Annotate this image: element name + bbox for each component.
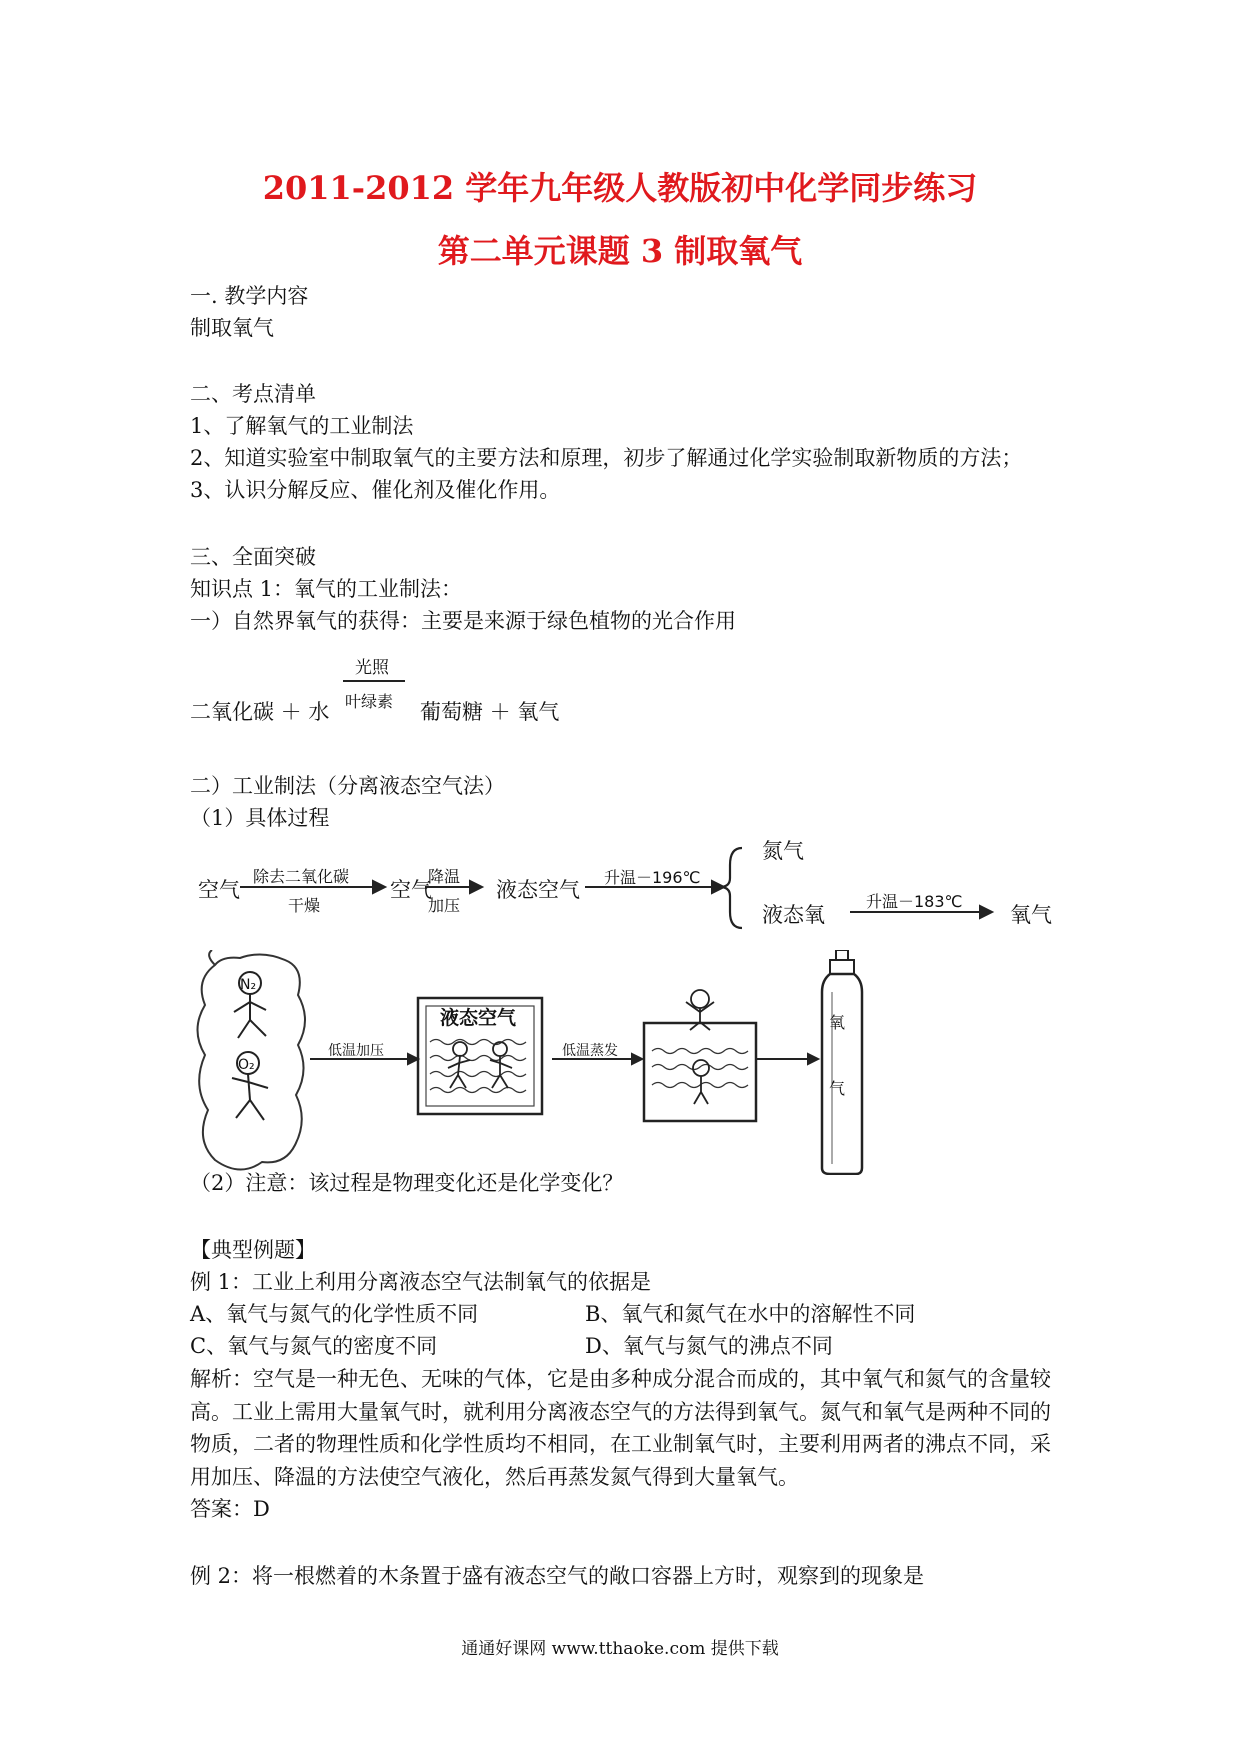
cartoon-n2-label: N₂ <box>240 977 257 993</box>
flow-step4: 升温－183℃ <box>866 892 963 911</box>
flow-liquid-air: 液态空气 <box>496 878 580 902</box>
example1-option-d: D、氧气与氮气的沸点不同 <box>585 1334 833 1358</box>
natural-oxygen-line: 一）自然界氧气的获得：主要是来源于绿色植物的光合作用 <box>190 609 736 633</box>
flow-step1-bottom: 干燥 <box>288 896 321 915</box>
section2-heading: 二、考点清单 <box>190 382 316 406</box>
example1-option-a: A、氧气与氮气的化学性质不同 <box>190 1302 479 1326</box>
equation-reactants: 二氧化碳 ＋ 水 <box>190 700 330 724</box>
example2-question: 例 2：将一根燃着的木条置于盛有液态空气的敞口容器上方时，观察到的现象是 <box>190 1564 925 1588</box>
section1-heading: 一. 教学内容 <box>190 284 309 308</box>
flow-step2-bottom: 加压 <box>428 896 461 915</box>
example1-answer: 答案：D <box>190 1497 270 1521</box>
flow-air: 空气 <box>198 878 240 902</box>
example1-option-c: C、氧气与氮气的密度不同 <box>190 1334 438 1358</box>
evaporation-tank <box>644 990 756 1121</box>
equation-condition-light: 光照 <box>355 658 389 678</box>
section2-item: 1、了解氧气的工业制法 <box>190 414 414 438</box>
section2-item: 3、认识分解反应、催化剂及催化作用。 <box>190 478 561 502</box>
example1-analysis: 解析：空气是一种无色、无味的气体，它是由多种成分混合而成的，其中氧气和氮气的含量较高。工业上需用大量氧气时，就利用分离液态空气的方法得到氧气。氮气和氧气是两种不同的物质，二者的物理性质和化学性质均不相同，在工业制氧气时，主要利用两者的沸点不同，采用加压、降温的方法使空气液化，然后再蒸发氮气得到大量氧气。 <box>190 1367 1051 1489</box>
flow-brace <box>720 848 742 928</box>
example1-question: 例 1：工业上利用分离液态空气法制氧气的依据是 <box>190 1270 652 1294</box>
flow-step3: 升温－196℃ <box>604 868 701 887</box>
flow-step2-top: 降温 <box>428 867 461 886</box>
document-title: 2011-2012 学年九年级人教版初中化学同步练习 <box>262 169 978 207</box>
flow-oxygen: 氧气 <box>1010 903 1052 927</box>
cartoon-o2-label: O₂ <box>238 1057 255 1073</box>
cylinder-label-1: 氧 <box>829 1013 846 1032</box>
example1-option-b: B、氧气和氮气在水中的溶解性不同 <box>585 1302 916 1326</box>
cylinder-label-2: 气 <box>829 1079 846 1098</box>
equation-products: 葡萄糖 ＋ 氧气 <box>420 700 560 724</box>
flow-step1-top: 除去二氧化碳 <box>253 867 350 886</box>
section1-content: 制取氧气 <box>190 316 274 340</box>
document-subtitle: 第二单元课题 3 制取氧气 <box>437 232 803 270</box>
industrial-method-line: 二）工业制法（分离液态空气法） <box>190 774 505 798</box>
equation-condition-chlorophyll: 叶绿素 <box>345 692 394 711</box>
examples-heading: 【典型例题】 <box>190 1238 316 1262</box>
oxygen-cylinder <box>822 950 862 1174</box>
cartoon-arrow1-label: 低温加压 <box>328 1043 384 1059</box>
equation-bar <box>343 680 405 682</box>
section3-heading: 三、全面突破 <box>190 545 316 569</box>
flow-air-2: 空气 <box>390 878 432 902</box>
cartoon-arrow2-label: 低温蒸发 <box>562 1043 618 1059</box>
flow-nitrogen: 氮气 <box>762 839 804 863</box>
cartoon-drawing <box>0 950 1240 1175</box>
page-footer: 通通好课网 www.tthaoke.com 提供下载 <box>461 1639 779 1659</box>
flow-liquid-oxygen: 液态氧 <box>762 903 825 927</box>
process-heading: （1）具体过程 <box>190 806 330 830</box>
knowledge-point-1: 知识点 1：氧气的工业制法： <box>190 577 463 601</box>
process-note: （2）注意：该过程是物理变化还是化学变化？ <box>190 1171 624 1195</box>
cartoon-liquid-air-label: 液态空气 <box>440 1007 517 1029</box>
section2-item: 2、知道实验室中制取氧气的主要方法和原理，初步了解通过化学实验制取新物质的方法； <box>190 446 1023 470</box>
